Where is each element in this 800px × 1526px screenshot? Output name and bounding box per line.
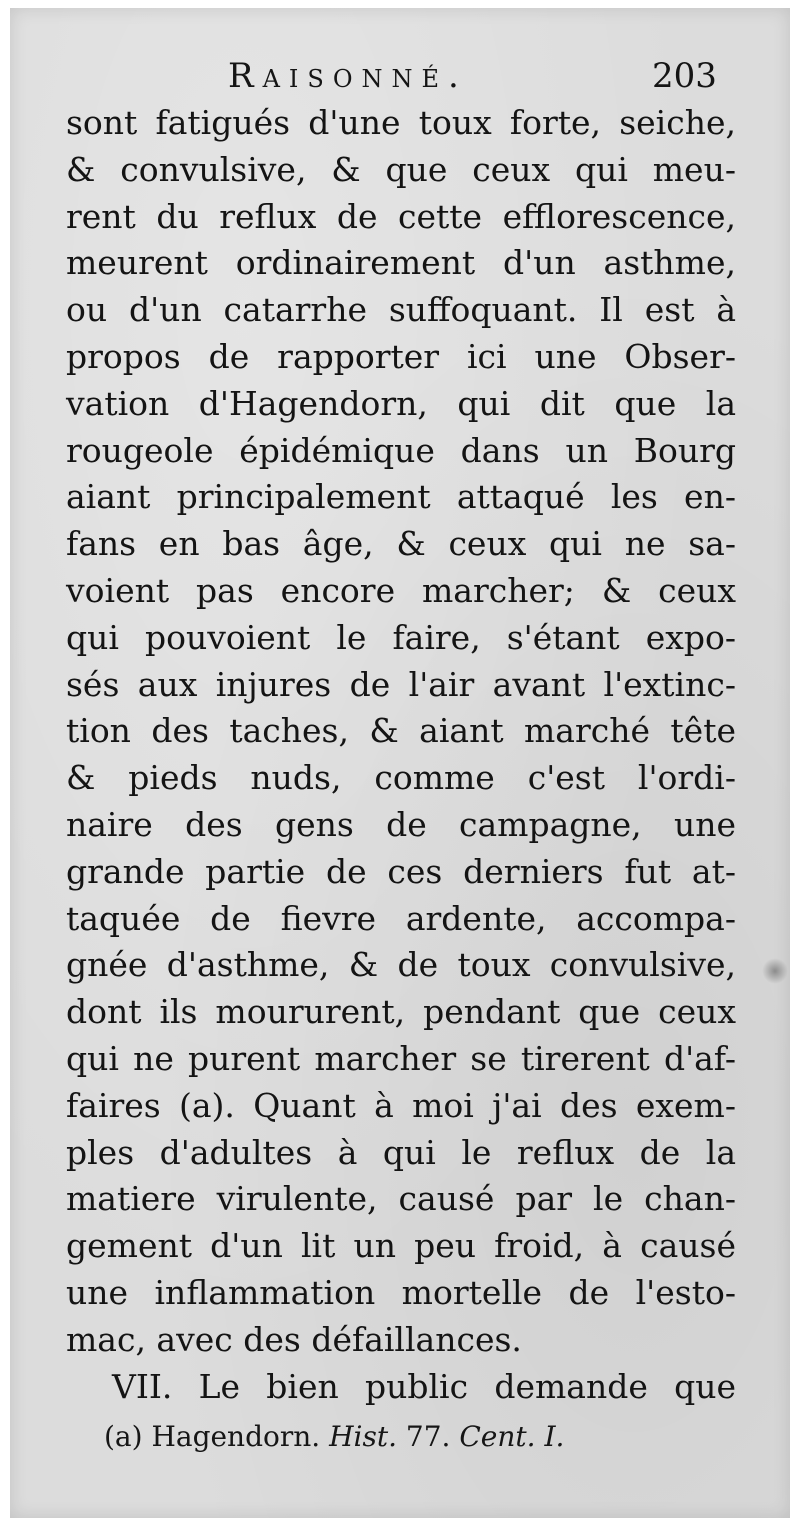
footnote-number: 77.	[405, 1420, 451, 1453]
text-line: ou d'un catarrhe suffoquant. Il est à	[66, 290, 736, 330]
page-header	[0, 48, 800, 98]
text-line: fans en bas âge, & ceux qui ne sa-	[66, 524, 736, 564]
text-line: qui ne purent marcher se tirerent d'af-	[66, 1038, 736, 1078]
text-line: meurent ordinairement d'un asthme,	[66, 243, 736, 283]
text-line: sont fatigués d'une toux forte, seiche,	[66, 103, 736, 142]
text-line: aiant principalement attaqué les en-	[66, 477, 736, 517]
footnote-hist: Hist.	[329, 1420, 398, 1453]
text-line: taquée de fievre ardente, accompa-	[66, 898, 736, 938]
text-line: & pieds nuds, comme c'est l'ordi-	[66, 758, 736, 798]
text-line: vation d'Hagendorn, qui dit que la	[66, 383, 736, 423]
text-line: & convulsive, & que ceux qui meu-	[66, 149, 736, 189]
page-number: 203	[652, 56, 717, 96]
text-line: qui pouvoient le faire, s'étant expo-	[66, 617, 736, 657]
footnote-marker: (a)	[104, 1420, 143, 1453]
text-line: voient pas encore marcher; & ceux	[66, 570, 736, 610]
body-text	[66, 100, 736, 1410]
text-line: gnée d'asthme, & de toux convulsive,	[66, 945, 736, 985]
text-line: rent du reflux de cette efflorescence,	[66, 196, 736, 236]
section-start-line: VII. Le bien public demande que	[112, 1366, 736, 1406]
text-line: mac, avec des défaillances.	[66, 1319, 522, 1359]
text-line: faires (a). Quant à moi j'ai des exem-	[66, 1085, 736, 1125]
text-line: matiere virulente, causé par le chan-	[66, 1179, 736, 1219]
footnote-cent: Cent.	[459, 1420, 536, 1453]
text-line: propos de rapporter ici une Obser-	[66, 336, 736, 376]
text-line: rougeole épidémique dans un Bourg	[66, 430, 736, 470]
text-line: gement d'un lit un peu froid, à causé	[66, 1226, 736, 1266]
text-line: grande partie de ces derniers fut at-	[66, 851, 736, 891]
text-line: naire des gens de campagne, une	[66, 804, 736, 844]
text-line: ples d'adultes à qui le reflux de la	[66, 1132, 736, 1172]
text-line: sés aux injures de l'air avant l'extinc-	[66, 664, 736, 704]
text-line: tion des taches, & aiant marché tête	[66, 711, 736, 751]
footnote-author: Hagendorn.	[151, 1420, 321, 1453]
footnote	[104, 1420, 564, 1453]
text-line: une inflammation mortelle de l'esto-	[66, 1272, 736, 1312]
footnote-roman: I.	[544, 1420, 565, 1453]
running-title: Raisonné.	[228, 56, 468, 96]
paper-stain	[762, 958, 788, 984]
text-line: dont ils moururent, pendant que ceux	[66, 992, 736, 1032]
